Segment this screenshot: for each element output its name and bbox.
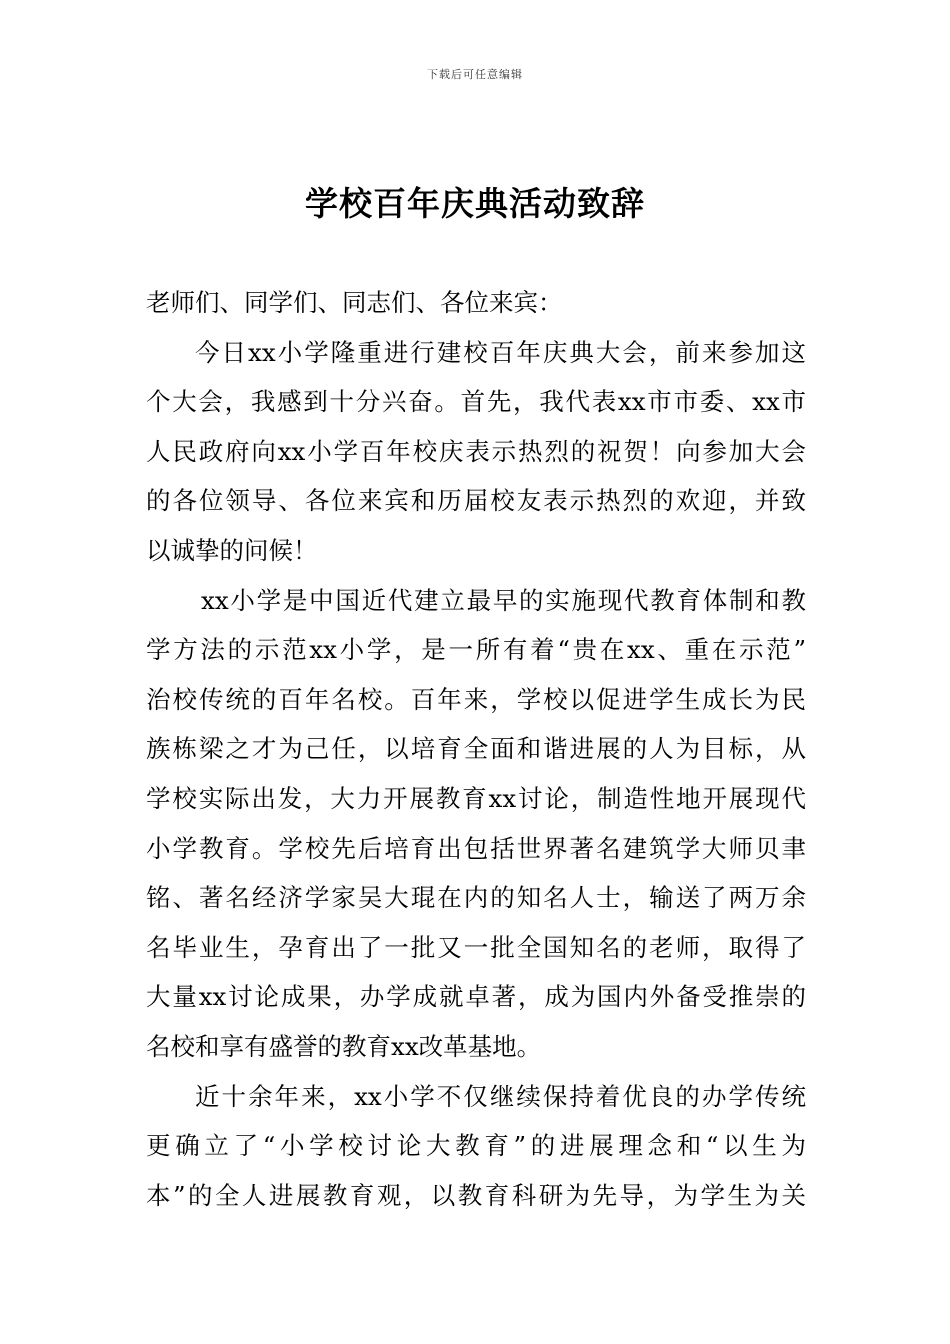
paragraph-line: 大量xx讨论成果，办学成就卓著，成为国内外备受推崇的 bbox=[146, 982, 806, 1012]
paragraph-line: 个大会，我感到十分兴奋。首先，我代表xx市市委、xx市 bbox=[146, 387, 806, 417]
paragraph-line: 族栋梁之才为己任，以培育全面和谐进展的人为目标，从 bbox=[146, 734, 806, 764]
paragraph-line: 名校和享有盛誉的教育xx改革基地。 bbox=[146, 1031, 542, 1061]
paragraph-line: 学校实际出发，大力开展教育xx讨论，制造性地开展现代 bbox=[146, 783, 806, 813]
paragraph-line: xx小学是中国近代建立最早的实施现代教育体制和教 bbox=[201, 585, 806, 615]
paragraph-1 bbox=[146, 328, 806, 576]
paragraph-line: 铭、著名经济学家吴大琨在内的知名人士，输送了两万余 bbox=[146, 883, 806, 913]
paragraph-line: 的各位领导、各位来宾和历届校友表示热烈的欢迎，并致 bbox=[146, 486, 806, 516]
paragraph-line: 人民政府向xx小学百年校庆表示热烈的祝贺！向参加大会 bbox=[146, 436, 806, 466]
header-note: 下载后可任意编辑 bbox=[427, 68, 523, 81]
paragraph-line: 本”的全人进展教育观，以教育科研为先导，为学生为关 bbox=[146, 1180, 806, 1210]
paragraph-line: 以诚挚的问候！ bbox=[146, 535, 318, 565]
paragraph-2 bbox=[146, 576, 806, 1072]
paragraph-line: 小学教育。学校先后培育出包括世界著名建筑学大师贝聿 bbox=[146, 833, 806, 863]
document-body bbox=[146, 278, 806, 1220]
paragraph-line: 今日xx小学隆重进行建校百年庆典大会，前来参加这 bbox=[195, 337, 806, 367]
paragraph-3 bbox=[146, 1072, 806, 1221]
paragraph-line: 更确立了“小学校讨论大教育”的进展理念和“以生为 bbox=[146, 1131, 806, 1161]
salutation: 老师们、同学们、同志们、各位来宾： bbox=[146, 288, 563, 317]
paragraph-line: 名毕业生，孕育出了一批又一批全国知名的老师，取得了 bbox=[146, 932, 806, 962]
paragraph-line: 近十余年来，xx小学不仅继续保持着优良的办学传统 bbox=[195, 1081, 806, 1111]
paragraph-line: 治校传统的百年名校。百年来，学校以促进学生成长为民 bbox=[146, 684, 806, 714]
document-title: 学校百年庆典活动致辞 bbox=[305, 184, 645, 223]
paragraph-line: 学方法的示范xx小学，是一所有着“贵在xx、重在示范” bbox=[146, 635, 806, 665]
